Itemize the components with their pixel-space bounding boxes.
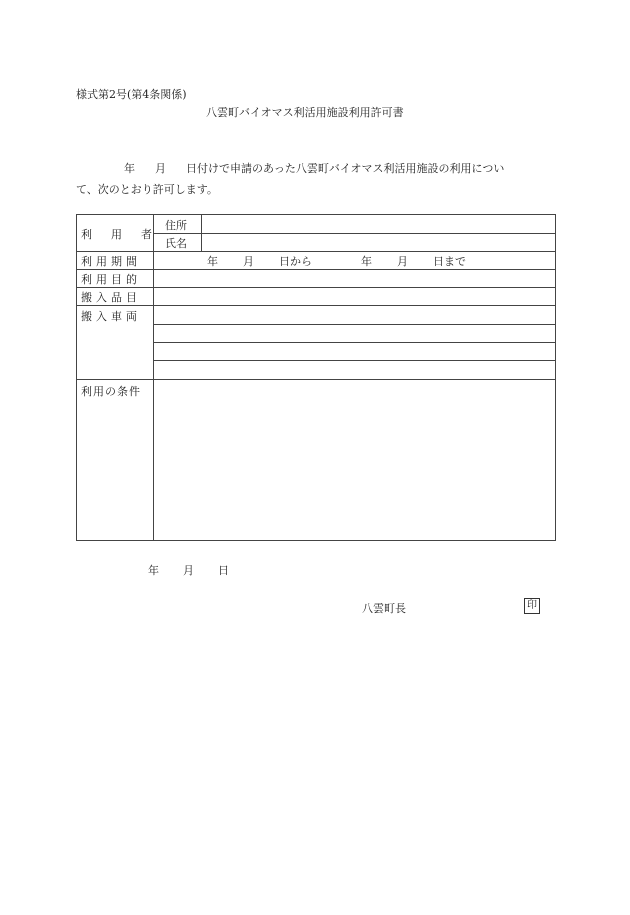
permit-table — [76, 214, 556, 541]
vehicle-field[interactable] — [154, 306, 554, 323]
address-label: 住所 — [165, 219, 187, 232]
statement-text-2: て、次のとおり許可します。 — [76, 183, 218, 196]
issuer-name: 八雲町長 — [362, 602, 406, 615]
name-field[interactable] — [202, 234, 554, 250]
conditions-field[interactable] — [154, 380, 554, 539]
period-to-day: 日まで — [433, 255, 466, 268]
vehicle-field[interactable] — [154, 361, 554, 378]
row-divider — [77, 251, 555, 252]
conditions-label: 利用の条件 — [81, 385, 141, 398]
name-label: 氏名 — [165, 237, 187, 250]
issue-month: 月 — [183, 564, 194, 577]
items-label: 搬入品目 — [81, 291, 141, 304]
statement-year: 年 — [124, 162, 135, 175]
permit-statement — [76, 158, 504, 200]
address-field[interactable] — [202, 216, 554, 232]
issue-year: 年 — [148, 564, 159, 577]
issue-date — [148, 562, 229, 578]
period-from-month: 月 — [243, 255, 254, 268]
statement-month: 月 — [155, 162, 166, 175]
issue-day: 日 — [218, 564, 229, 577]
document-title: 八雲町バイオマス利活用施設利用許可書 — [206, 106, 404, 119]
statement-line-1 — [76, 158, 504, 179]
user-label: 利 用 者 — [81, 228, 156, 241]
period-from-day: 日から — [279, 255, 312, 268]
vehicles-label: 搬入車両 — [81, 310, 141, 323]
statement-text-1: 日付けで申請のあった八雲町バイオマス利活用施設の利用につい — [186, 162, 505, 175]
seal-mark: 印 — [524, 598, 540, 614]
items-field[interactable] — [154, 288, 554, 304]
period-to-month: 月 — [397, 255, 408, 268]
period-from-year: 年 — [207, 255, 218, 268]
vehicle-field[interactable] — [154, 325, 554, 341]
purpose-label: 利用目的 — [81, 273, 141, 286]
period-to-year: 年 — [361, 255, 372, 268]
period-label: 利用期間 — [81, 255, 141, 268]
purpose-field[interactable] — [154, 270, 554, 286]
form-number-label: 様式第2号(第4条関係) — [76, 88, 187, 101]
vehicle-field[interactable] — [154, 343, 554, 359]
